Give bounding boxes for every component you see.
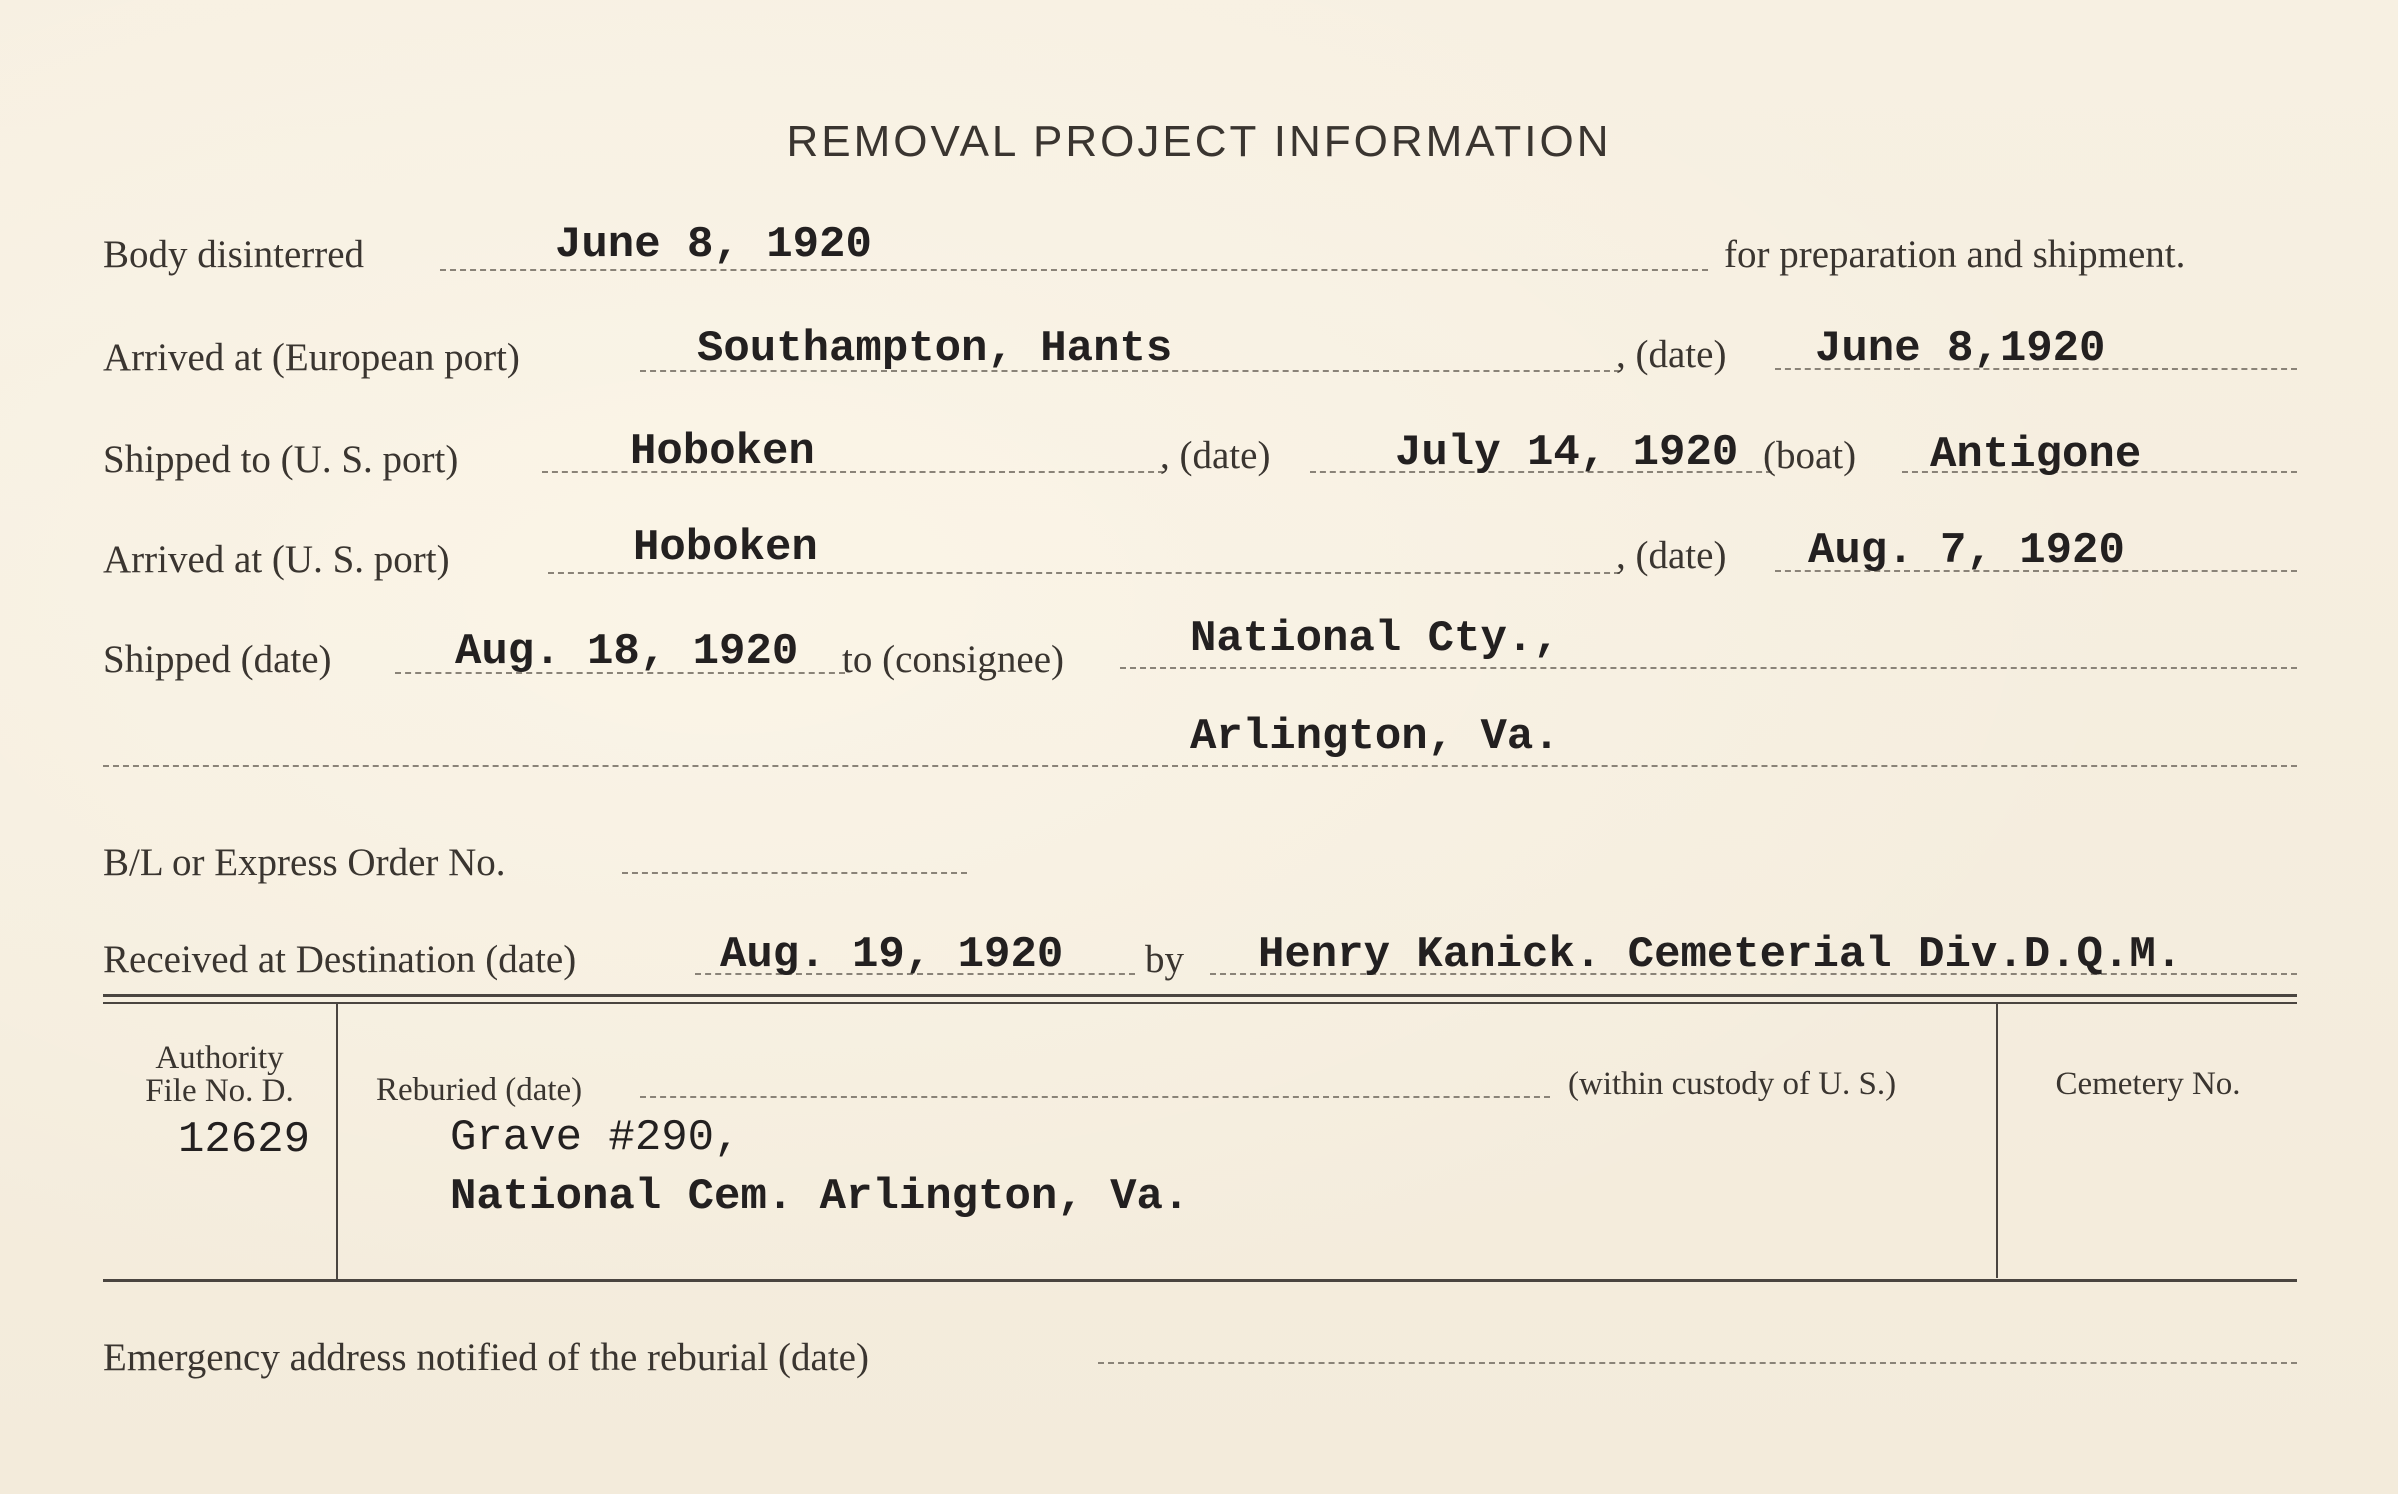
shipped-date-value: Aug. 18, 1920: [455, 627, 799, 677]
consignee-label: to (consignee): [842, 638, 1065, 681]
received-by-value: Henry Kanick. Cemeterial Div.D.Q.M.: [1258, 930, 2183, 980]
file-no-label: File No. D.: [145, 1073, 294, 1109]
received-destination-label: Received at Destination (date): [103, 938, 577, 981]
reburied-line: [640, 1096, 1550, 1098]
bl-express-order-line: [622, 872, 967, 874]
reburied-label: Reburied (date): [376, 1072, 583, 1108]
boat-label: (boat): [1763, 434, 1857, 477]
consignee-value-line2: Arlington, Va.: [1190, 712, 1560, 762]
arrived-us-port-value: Hoboken: [633, 523, 818, 573]
consignee-line-1: [1120, 667, 2297, 669]
preparation-shipment-label: for preparation and shipment.: [1724, 233, 2186, 276]
box-divider-left: [336, 1004, 338, 1280]
european-date-label: , (date): [1616, 333, 1727, 376]
box-divider-right: [1996, 1004, 1998, 1278]
arrived-us-date-label: , (date): [1616, 534, 1727, 577]
european-port-label: Arrived at (European port): [103, 336, 520, 379]
arrived-us-date-value: Aug. 7, 1920: [1808, 526, 2125, 576]
box-top-rule-inner: [103, 1002, 2297, 1004]
box-bottom-rule: [103, 1279, 2297, 1282]
boat-value: Antigone: [1930, 430, 2142, 480]
shipped-to-us-port-label: Shipped to (U. S. port): [103, 438, 459, 481]
bl-express-order-label: B/L or Express Order No.: [103, 841, 506, 884]
shipped-to-date-label: , (date): [1160, 434, 1271, 477]
custody-label: (within custody of U. S.): [1568, 1066, 1897, 1102]
box-top-rule: [103, 994, 2297, 997]
grave-line-2: National Cem. Arlington, Va.: [450, 1172, 1190, 1222]
shipped-to-date-value: July 14, 1920: [1395, 428, 1739, 478]
shipped-to-us-port-value: Hoboken: [630, 427, 815, 477]
body-disinterred-value: June 8, 1920: [555, 220, 872, 270]
authority-label: Authority: [155, 1040, 284, 1076]
received-by-label: by: [1145, 938, 1184, 981]
shipped-date-label: Shipped (date): [103, 638, 332, 681]
received-destination-value: Aug. 19, 1920: [720, 930, 1064, 980]
arrived-us-port-label: Arrived at (U. S. port): [103, 538, 450, 581]
file-no-value: 12629: [178, 1115, 311, 1165]
european-date-value: June 8,1920: [1815, 324, 2106, 374]
grave-line-1: Grave #290,: [450, 1113, 741, 1163]
consignee-value-line1: National Cty.,: [1190, 614, 1560, 664]
cemetery-no-label: Cemetery No.: [2055, 1066, 2241, 1102]
consignee-line-2: [103, 765, 2297, 767]
emergency-address-line: [1098, 1362, 2297, 1364]
card-title: REMOVAL PROJECT INFORMATION: [786, 117, 1612, 166]
european-port-value: Southampton, Hants: [697, 324, 1173, 374]
body-disinterred-label: Body disinterred: [103, 233, 365, 276]
emergency-address-label: Emergency address notified of the reburial (date): [103, 1336, 869, 1379]
